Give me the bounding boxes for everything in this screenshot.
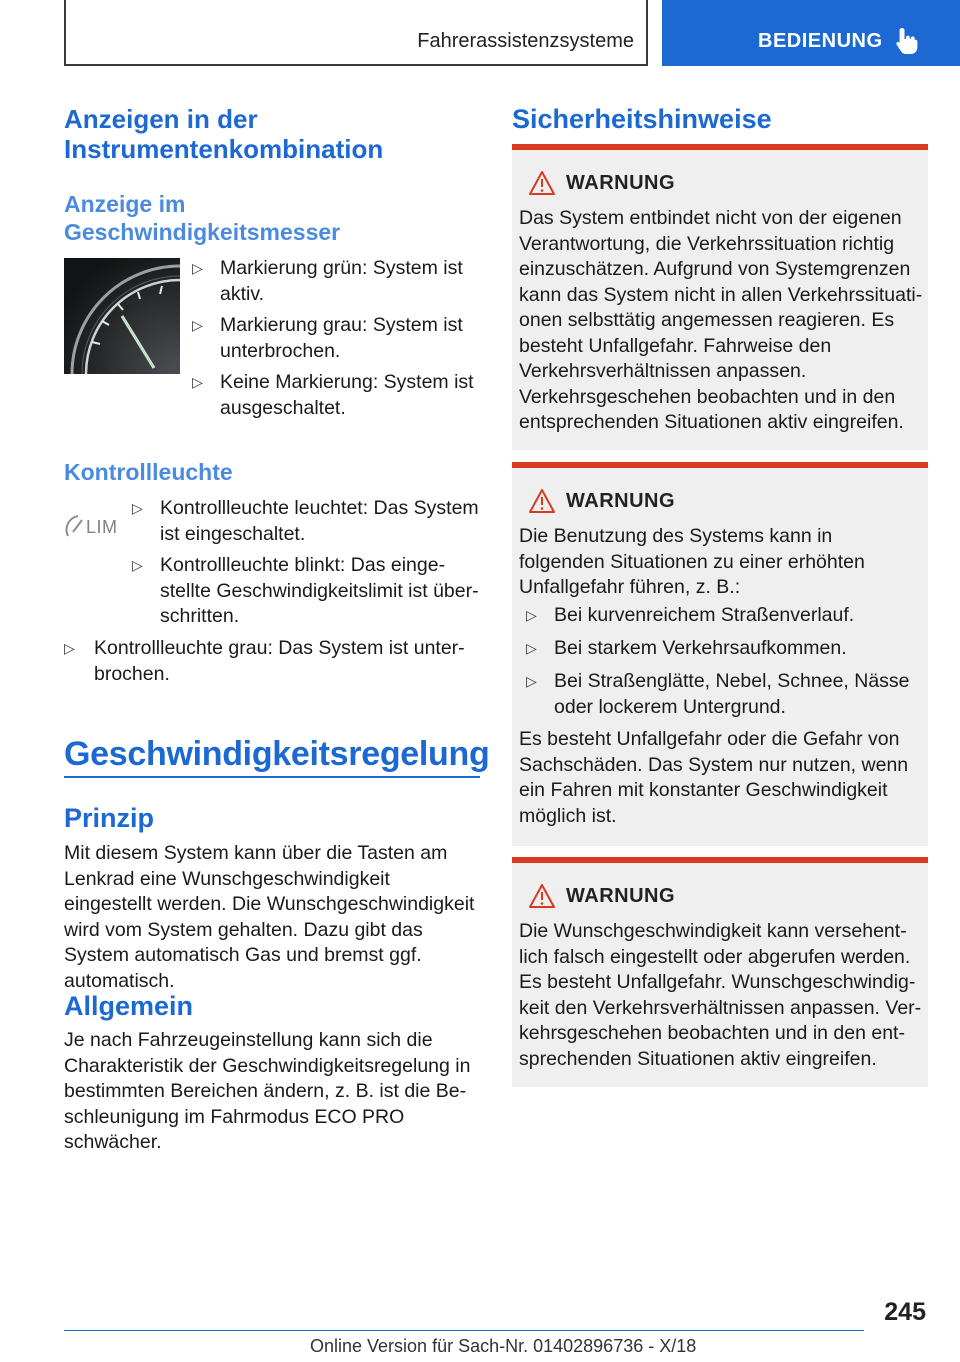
list-item: ▷ Keine Markierung: System ist ausgeschaltet. — [192, 371, 474, 419]
heading-geschwindigkeitsregelung: Geschwindigkeitsregelung — [64, 735, 490, 773]
list-item: ▷ Markierung grün: System ist aktiv. — [192, 257, 463, 305]
heading-rule — [64, 776, 480, 778]
warning-triangle-icon — [528, 488, 556, 514]
lim-indicator-icon — [64, 510, 120, 540]
warning-text: Die Benutzung des Systems kann in folgenden Situationen zu einer erhöhten Unfallgefahr führen, z. B.: — [519, 525, 865, 598]
list-item: ▷ Bei starkem Verkehrsaufkommen. — [526, 636, 922, 662]
triangle-bullet-icon: ▷ — [192, 260, 203, 276]
header-chapter-title: BEDIENUNG — [758, 30, 883, 52]
list-item: ▷ Kontrollleuchte blinkt: Das eingestellte Geschwindigkeitslimit ist überschritten. — [132, 554, 479, 627]
heading-prinzip: Prinzip — [64, 803, 155, 833]
list-item: ▷ Markierung grau: System ist unterbrochen. — [192, 314, 463, 362]
heading-allgemein: Allgemein — [64, 991, 194, 1021]
warning-box — [512, 857, 928, 1087]
header-chapter-tab[interactable] — [662, 0, 960, 66]
heading-anzeigen: Anzeigen in der Instrumentenkombination — [64, 104, 384, 164]
prinzip-paragraph: Mit diesem System kann über die Tasten am Lenkrad eine Wunschgeschwindigkeit eingestellt werden. Die Wunschgeschwindigkeit wird vom System gehalten. Dazu gibt das System automatisch Gas und bremst ggf. automatisch. — [64, 842, 475, 992]
footer-online-version: Online Version für Sach-Nr. 01402896736 - X/18 — [310, 1336, 697, 1356]
warning-title: WARNUNG — [566, 490, 676, 512]
triangle-bullet-icon: ▷ — [192, 374, 203, 390]
triangle-bullet-icon: ▷ — [526, 673, 537, 689]
list-item: ▷ Kontrollleuchte grau: Das System ist unterbrochen. — [64, 637, 465, 685]
lim-label: LIM — [86, 517, 118, 537]
heading-tachometer-anzeige: Anzeige im Geschwindigkeitsmesser — [64, 191, 341, 245]
triangle-bullet-icon: ▷ — [132, 500, 143, 516]
warning-triangle-icon — [528, 170, 556, 196]
triangle-bullet-icon: ▷ — [132, 557, 143, 573]
triangle-bullet-icon: ▷ — [64, 640, 75, 656]
triangle-bullet-icon: ▷ — [192, 317, 203, 333]
warning-triangle-icon — [528, 883, 556, 909]
list-item: ▷ Bei kurvenreichem Straßenverlauf. — [526, 603, 922, 629]
list-item: ▷ Bei Straßenglätte, Nebel, Schnee, Nässe oder lockerem Untergrund. — [526, 670, 910, 718]
triangle-bullet-icon: ▷ — [526, 640, 537, 656]
hand-pointer-icon — [894, 26, 920, 56]
header-section-title: Fahrerassistenzsysteme — [417, 30, 634, 52]
list-item: ▷ Kontrollleuchte leuchtet: Das System ist eingeschaltet. — [132, 497, 479, 545]
warning-text-2: Es besteht Unfallgefahr oder die Gefahr von Sachschäden. Das System nur nutzen, wenn ein Fahren mit konstanter Geschwindigkeit möglich ist. — [519, 728, 909, 827]
page-number: 245 — [884, 1298, 926, 1326]
warning-title: WARNUNG — [566, 885, 676, 907]
warning-text: Die Wunschgeschwindigkeit kann versehentlich falsch eingestellt oder abgerufen werden. Es besteht Unfallgefahr. Wunschgeschwindigkeit den Verkehrsverhältnissen anpassen. Verkehrsgeschehen beobachten und in den entsprechenden Situationen aktiv eingreifen. — [519, 920, 922, 1070]
warning-title: WARNUNG — [566, 172, 676, 194]
footer-rule — [64, 1330, 864, 1331]
heading-kontrollleuchte: Kontrollleuchte — [64, 459, 233, 485]
allgemein-paragraph: Je nach Fahrzeugeinstellung kann sich die Charakteristik der Geschwindigkeitsregelung in bestimmten Bereichen ändern, z. B. ist die Beschleunigung im Fahrmodus ECO PRO schwächer. — [64, 1029, 471, 1153]
warning-text: Das System entbindet nicht von der eigenen Verantwortung, die Verkehrssituation richtig einzuschätzen. Aufgrund von Systemgrenzen kann das System nicht in allen Verkehrssituationen selbsttätig angemessen reagieren. Es besteht Unfallgefahr. Fahrweise den Verkehrsverhältnissen anpassen. Verkehrsgeschehen beobachten und in den entsprechenden Situationen aktiv eingreifen. — [519, 207, 923, 433]
heading-sicherheitshinweise: Sicherheitshinweise — [512, 104, 772, 134]
warning-box — [512, 144, 928, 450]
header-section-box — [64, 0, 648, 66]
triangle-bullet-icon: ▷ — [526, 607, 537, 623]
speedometer-image — [64, 258, 180, 374]
warning-box — [512, 462, 928, 846]
